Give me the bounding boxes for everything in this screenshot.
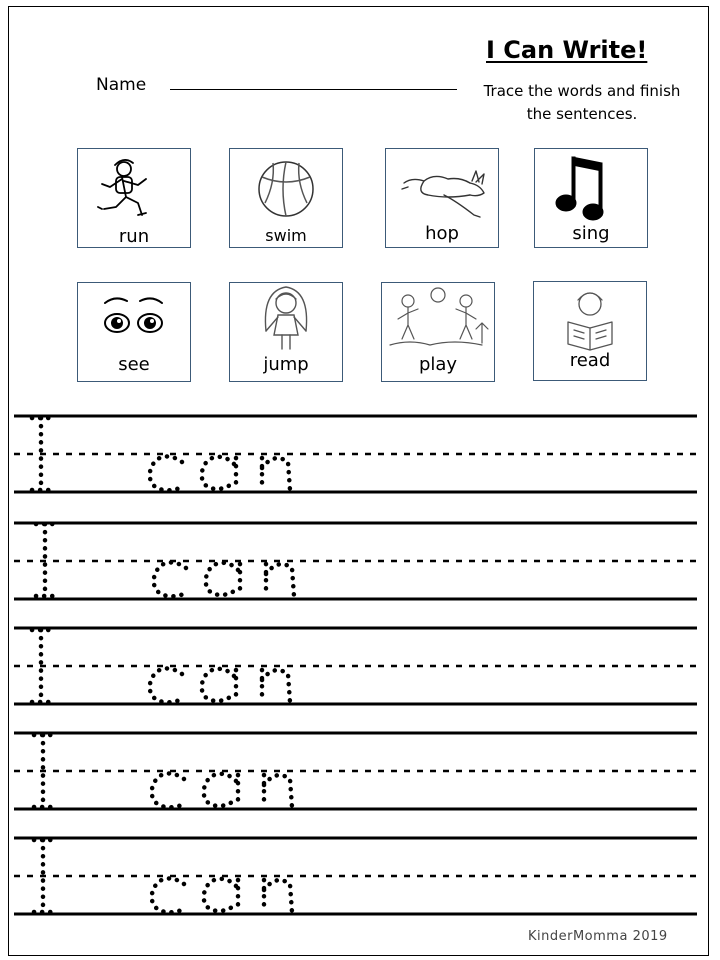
name-label: Name <box>96 75 147 95</box>
word-label-swim: swim <box>265 226 307 245</box>
instructions-text: Trace the words and finish the sentences. <box>483 82 681 123</box>
credit-text: KinderMomma 2019 <box>528 929 668 944</box>
worksheet-title: I Can Write! <box>486 36 648 64</box>
word-label-sing: sing <box>572 223 610 244</box>
word-label-play: play <box>418 354 458 375</box>
trace-text-i-can <box>36 524 294 596</box>
trace-row-3[interactable] <box>14 628 697 704</box>
trace-row-2[interactable] <box>14 523 697 599</box>
word-label-hop: hop <box>425 223 459 244</box>
word-label-jump: jump <box>263 354 309 375</box>
trace-row-5[interactable] <box>14 838 697 914</box>
trace-row-4[interactable] <box>14 733 697 809</box>
word-label-see: see <box>118 354 150 375</box>
word-label-read: read <box>569 350 611 371</box>
word-label-run: run <box>118 226 150 247</box>
trace-row-1[interactable] <box>14 416 697 492</box>
